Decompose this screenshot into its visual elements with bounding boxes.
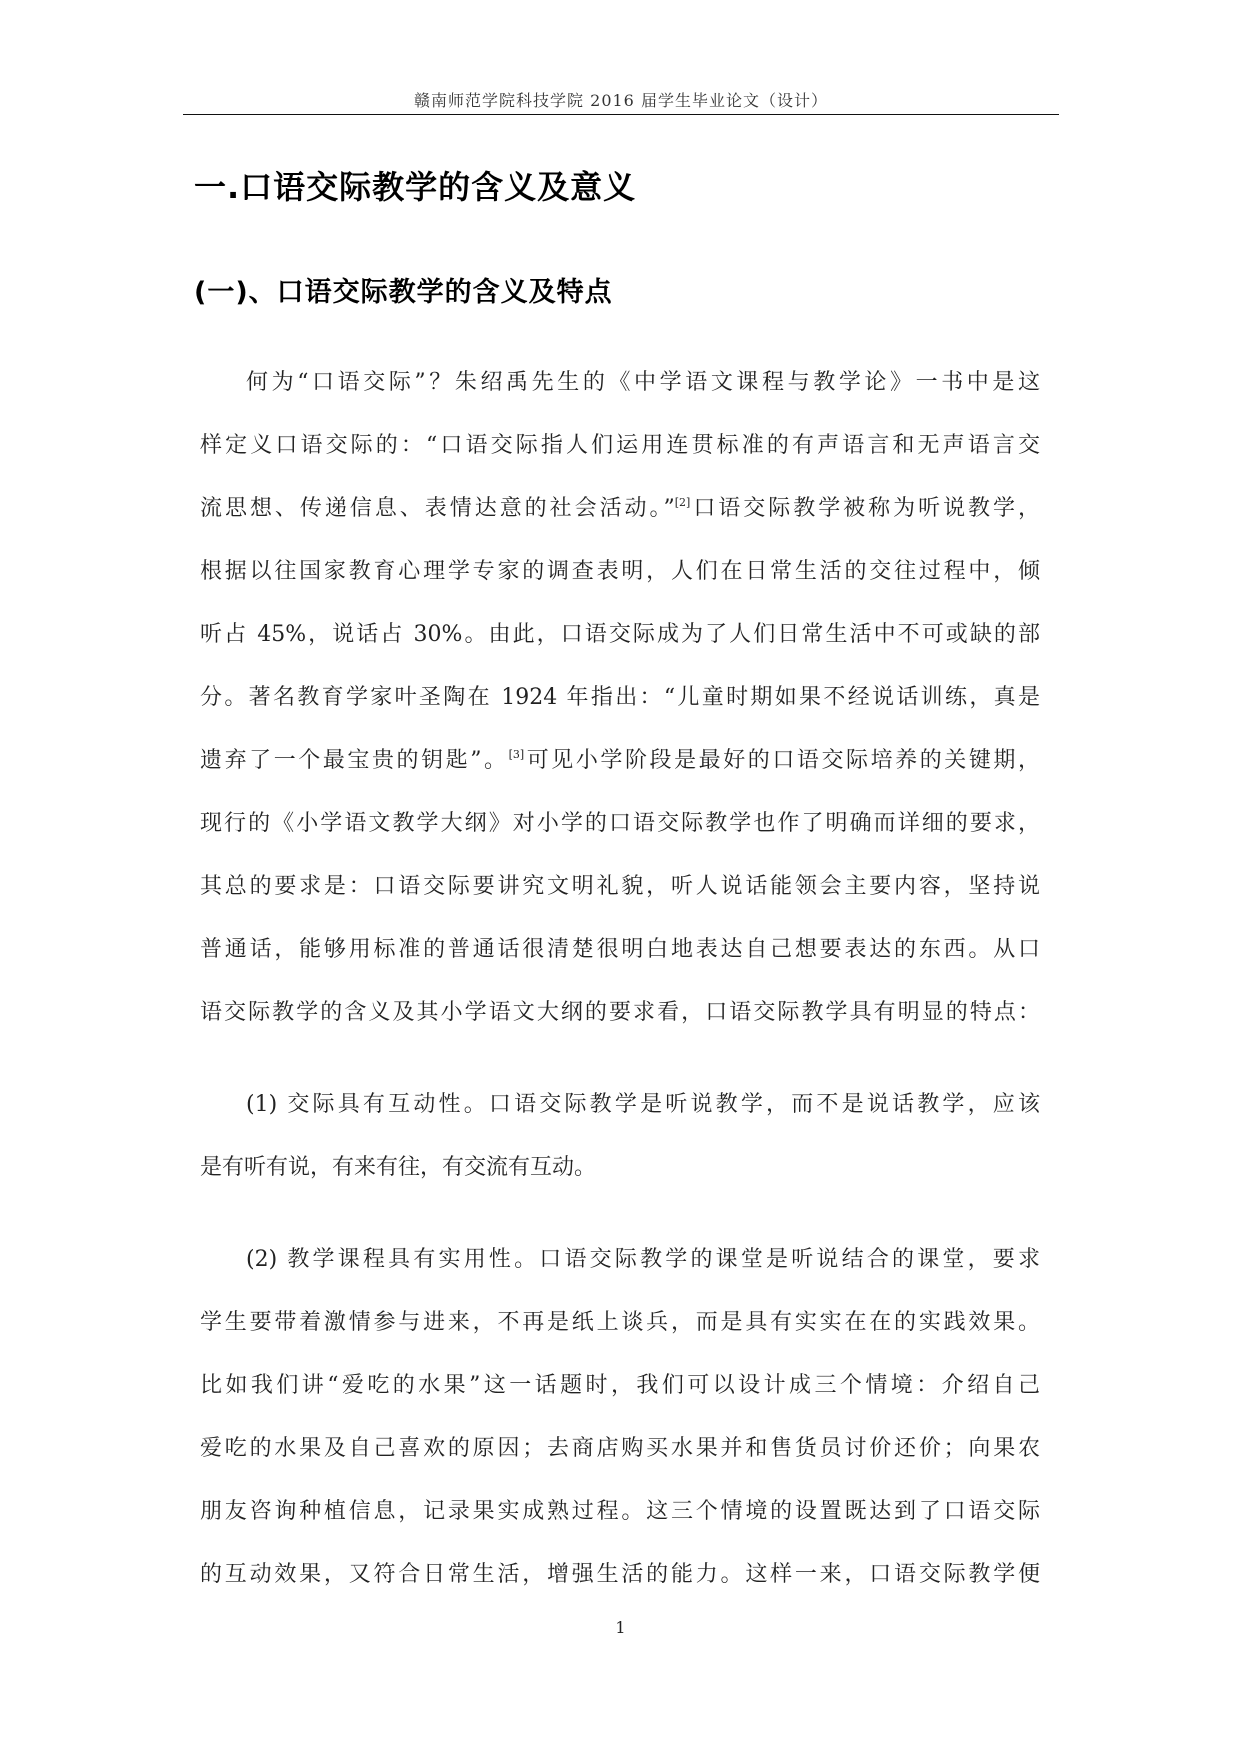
paragraph-line [200, 494, 1040, 524]
line-text: 流思想、传递信息、表情达意的社会活动。” [200, 496, 675, 521]
paragraph-line: 普通话，能够用标准的普通话很清楚很明白地表达自己想要表达的东西。从口 [200, 937, 1040, 962]
paragraph-line: 比如我们讲“爱吃的水果”这一话题时，我们可以设计成三个情境：介绍自己 [200, 1373, 1040, 1398]
citation-marker: [3] [508, 748, 525, 761]
paragraph-line: 分。著名教育学家叶圣陶在 1924 年指出：“儿童时期如果不经说话训练，真是 [200, 685, 1040, 710]
paragraph-line: 听占 45%，说话占 30%。由此，口语交际成为了人们日常生活中不可或缺的部 [200, 622, 1040, 647]
paragraph-line: 现行的《小学语文教学大纲》对小学的口语交际教学也作了明确而详细的要求， [200, 811, 1040, 836]
paragraph-line: 根据以往国家教育心理学专家的调查表明，人们在日常生活的交往过程中，倾 [200, 559, 1040, 584]
paragraph-line [200, 746, 1040, 776]
running-header: 赣南师范学院科技学院 2016 届学生毕业论文（设计） [414, 91, 828, 110]
page-number: 1 [615, 1618, 626, 1637]
paragraph-line: (1) 交际具有互动性。口语交际教学是听说教学，而不是说话教学，应该 [246, 1092, 1040, 1117]
header-rule [183, 114, 1059, 115]
subsection-title: (一)、口语交际教学的含义及特点 [194, 277, 613, 308]
paragraph-line: 语交际教学的含义及其小学语文大纲的要求看，口语交际教学具有明显的特点： [200, 1000, 1040, 1025]
line-text: 遗弃了一个最宝贵的钥匙”。 [200, 748, 509, 773]
paragraph-line: 是有听有说，有来有往，有交流有互动。 [200, 1155, 597, 1180]
paragraph-line: (2) 教学课程具有实用性。口语交际教学的课堂是听说结合的课堂，要求 [246, 1247, 1040, 1272]
paragraph-line: 其总的要求是：口语交际要讲究文明礼貌，听人说话能领会主要内容，坚持说 [200, 874, 1040, 899]
paragraph-line: 学生要带着激情参与进来，不再是纸上谈兵，而是具有实实在在的实践效果。 [200, 1310, 1040, 1335]
section-title: 一.口语交际教学的含义及意义 [194, 168, 637, 206]
line-text: 可见小学阶段是最好的口语交际培养的关键期， [524, 748, 1040, 773]
paragraph-line: 样定义口语交际的：“口语交际指人们运用连贯标准的有声语言和无声语言交 [200, 433, 1040, 458]
paragraph-line: 爱吃的水果及自己喜欢的原因；去商店购买水果并和售货员讨价还价；向果农 [200, 1436, 1040, 1461]
line-text: 口语交际教学被称为听说教学， [690, 496, 1040, 521]
paragraph-line: 何为“口语交际”？朱绍禹先生的《中学语文课程与教学论》一书中是这 [246, 370, 1040, 395]
paragraph-line: 朋友咨询种植信息，记录果实成熟过程。这三个情境的设置既达到了口语交际 [200, 1499, 1040, 1524]
citation-marker: [2] [674, 496, 691, 509]
paragraph-line: 的互动效果，又符合日常生活，增强生活的能力。这样一来，口语交际教学便 [200, 1562, 1040, 1587]
